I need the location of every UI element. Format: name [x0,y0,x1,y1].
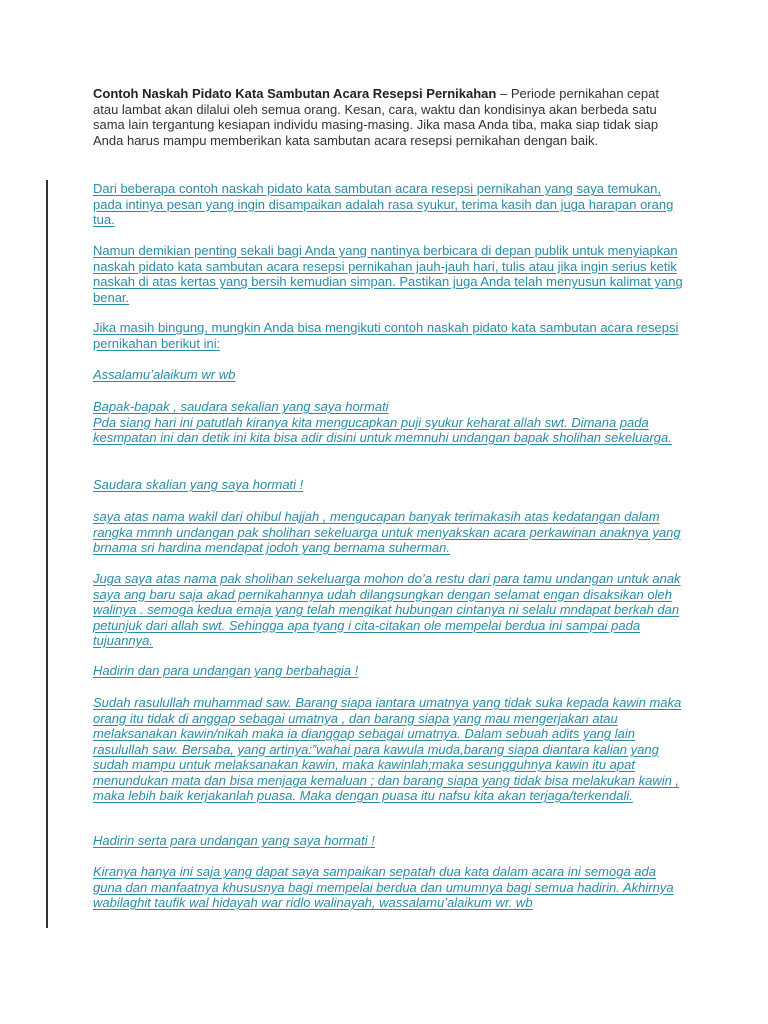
intro-body: – Periode pernikahan cepat atau lambat akan dilalui oleh semua orang. Kesan, cara, waktu dan kondisinya akan berbeda satu sama lain tergantung kesiapan individu masing-masing. Jika masa Anda tiba, maka siap tidak siap Anda harus mampu memberikan kata sambutan acara resepsi pernikahan dengan baik. [93,86,659,148]
paragraph-address-2[interactable]: Hadirin dan para undangan yang berbahagia ! [93,663,359,678]
paragraph-greeting[interactable]: Bapak-bapak , saudara sekalian yang saya hormati Pda siang hari ini patutlah kiranya kita mengucapkan puji syukur keharat allah swt. Dimana pada kesmpatan ini dan detik ini kita bisa adir disini untuk memnuhi undangan bapak sholihan sekeluarga. [93,399,672,445]
paragraph-hadith[interactable]: Sudah rasulullah muhammad saw. Barang siapa iantara umatnya yang tidak suka kepada kawin maka orang itu tidak di anggap sebagai umatnya , dan barang siapa yang mau mengerjakan atau melaksanakan kawin/nikah maka ia dianggap sebagai umatnya. Dalam sebuah adits yang lain rasulullah saw. Bersaba, yang artinya:”wahai para kawula muda,barang siapa diantara kalian yang sudah mampu untuk melaksanakan kawin, maka kawinlah;maka sesungguhnya kawin itu apat menundukan mata dan bisa menjaga kemaluan ; dan barang siapa yang tidak bisa melakukan kawin , maka lebih baik kerjakanlah puasa. Maka dengan puasa itu nafsu kita akan terjaga/terkendali. [93,695,682,803]
paragraph-closing[interactable]: Kiranya hanya ini saja yang dapat saya sampaikan sepatah dua kata dalam acara ini semoga ada guna dan manfaatnya khususnya bagi mempelai berdua dan umumnya bagi semua hadirin. Akhirnya wabilaghit taufik wal hidayah war ridlo walinayah, wassalamu’alaikum wr. wb [93,864,674,910]
paragraph-summary[interactable]: Dari beberapa contoh naskah pidato kata sambutan acara resepsi pernikahan yang saya temukan, pada intinya pesan yang ingin disampaikan adalah rasa syukur, terima kasih dan juga harapan orang tua. [93,181,674,227]
paragraph-example-intro[interactable]: Jika masih bingung, mungkin Anda bisa mengikuti contoh naskah pidato kata sambutan acara resepsi pernikahan berikut ini: [93,320,679,351]
paragraph-preparation[interactable]: Namun demikian penting sekali bagi Anda yang nantinya berbicara di depan publik untuk menyiapkan naskah pidato kata sambutan acara resepsi pernikahan jauh-jauh hari, tulis atau jika ingin serius ketik naskah di atas kertas yang bersih kemudian simpan. Pastikan juga Anda telah menyusun kalimat yang benar. [93,243,683,305]
paragraph-address-3[interactable]: Hadirin serta para undangan yang saya hormati ! [93,833,375,848]
paragraph-address[interactable]: Saudara skalian yang saya hormati ! [93,477,304,492]
paragraph-salam-opening[interactable]: Assalamu’alaikum wr wb [93,367,236,382]
margin-change-bar [46,180,48,928]
intro-title: Contoh Naskah Pidato Kata Sambutan Acara Resepsi Pernikahan [93,86,497,101]
intro-paragraph [93,86,683,148]
paragraph-thanks[interactable]: saya atas nama wakil dari ohibul hajjah , mengucapan banyak terimakasih atas kedatangan dalam rangka mmnh undangan pak sholihan sekeluarga untuk menyakskan acara perkawinan anaknya yang brnama sri hardina mendapat jodoh yang bernama suherman. [93,509,681,555]
paragraph-blessing[interactable]: Juga saya atas nama pak sholihan sekeluarga mohon do’a restu dari para tamu undangan untuk anak saya ang baru saja akad pernikahannya udah dilangsungkan dengan selamat engan disaksikan oleh walinya . semoga kedua emaja yang telah mengikat hubungan cintanya ni selalu mndapat berkah dan petunjuk dari allah swt. Sehingga apa tyang i cita-citakan ole mempelai berdua ini sampai pada tujuannya. [93,571,681,648]
